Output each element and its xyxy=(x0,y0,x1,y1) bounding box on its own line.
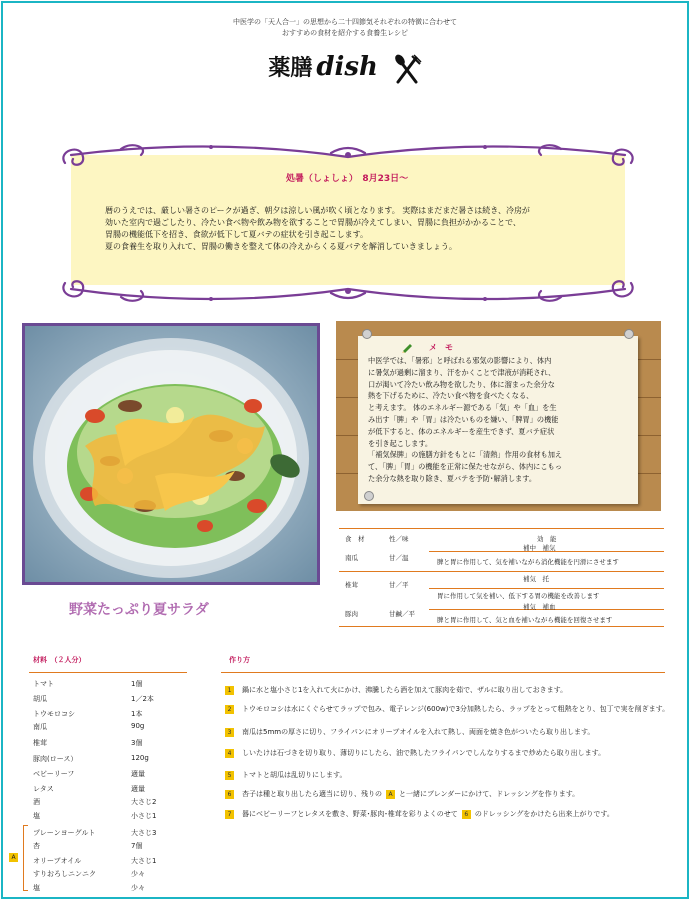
step-text: と一緒にブレンダーにかけて、ドレッシングを作ります。 xyxy=(399,790,580,798)
step-number: 3 xyxy=(225,728,234,737)
header-nature: 性／味 xyxy=(389,535,409,543)
material-name: ベビーリーフ xyxy=(33,770,75,778)
materials-rule xyxy=(29,672,187,673)
food-name: 椎茸 xyxy=(345,581,358,589)
memo-line: 「補気保脾」の施膳方針をもとに「清熱」作用の食材も加え xyxy=(368,450,563,460)
food-name: 南瓜 xyxy=(345,554,358,562)
material-name: オリーブオイル xyxy=(33,857,82,865)
group-badge: A xyxy=(9,853,18,862)
logo-kanji: 薬膳 xyxy=(268,56,313,81)
material-name: 杏 xyxy=(33,842,40,850)
memo-line: が低下すると、体のエネルギーを産生できず、夏バテ症状 xyxy=(368,426,555,436)
step-row xyxy=(225,809,614,819)
effect-desc: 胃に作用して気を補い、低下する胃の機能を改善します xyxy=(437,592,600,600)
pin-icon xyxy=(364,491,374,501)
material-row xyxy=(33,709,143,719)
header-effect: 効 能 xyxy=(537,535,557,543)
material-name: プレーンヨーグルト xyxy=(33,829,96,837)
step-number: 4 xyxy=(225,749,234,758)
header-food: 食 材 xyxy=(345,535,365,543)
material-name: 塩 xyxy=(33,812,40,820)
food-nature: 甘鹹／平 xyxy=(389,610,415,618)
banner-line: 暦のうえでは、厳しい暑さのピークが過ぎ、朝夕は涼しい風が吹く頃となります。 実際はまだまだ暑さは続き、冷房が xyxy=(105,206,530,215)
salad-illustration xyxy=(25,326,317,582)
material-row xyxy=(33,722,145,732)
memo-line: を引き起こします。 xyxy=(368,438,433,448)
material-amount: 小さじ1 xyxy=(131,812,157,820)
memo-line: と考えます。 体のエネルギー源である「気」や「血」を生 xyxy=(368,403,557,413)
group-bracket xyxy=(23,825,28,891)
material-amount: 少々 xyxy=(131,884,145,892)
material-row xyxy=(33,869,145,879)
material-amount: 適量 xyxy=(131,785,145,793)
material-amount: 適量 xyxy=(131,770,145,778)
material-name: 塩 xyxy=(33,884,40,892)
food-name: 豚肉 xyxy=(345,610,358,618)
material-row xyxy=(33,784,145,794)
material-name: トマト xyxy=(33,680,54,688)
material-row xyxy=(33,856,157,866)
step-row xyxy=(225,727,594,737)
material-amount: 1本 xyxy=(131,710,143,718)
logo xyxy=(3,51,687,84)
table-rule xyxy=(429,588,664,589)
step-text: トウモロコシは水にくぐらせてラップで包み、電子レンジ(600w)で3分加熱したら、ラップをとって粗熱をとり、包丁で実を削ぎます。 xyxy=(242,705,670,713)
fork-knife-icon xyxy=(392,54,422,84)
banner-line: 胃腸の機能低下を招き、食欲が低下して夏バテの症状を引き起こします。 xyxy=(105,230,369,239)
memo-line: 口が渇いて冷たい飲み物を欲したり、体に溜まった余分な xyxy=(368,379,555,389)
effect-tag: 補気 補血 xyxy=(523,603,556,611)
step-text: 杏子は種と取り出したら適当に切り、残りの xyxy=(242,790,382,798)
table-rule xyxy=(339,626,664,627)
intro-line: おすすめの食材を紹介する食養生レシピ xyxy=(282,29,408,37)
banner-line: 夏の食養生を取り入れて、胃腸の働きを整えて体の冷えからくる夏バテを解消していきましょう。 xyxy=(105,242,457,251)
step-ref: A xyxy=(386,790,395,799)
recipe-page xyxy=(1,1,689,899)
effect-desc: 脾と胃に作用して、気を補いながら消化機能を円滑にさせます xyxy=(437,558,619,566)
material-amount: 1／2本 xyxy=(131,695,154,703)
material-amount: 90g xyxy=(131,722,145,730)
steps-heading: 作り方 xyxy=(229,656,250,664)
dish-title: 野菜たっぷり夏サラダ xyxy=(69,602,209,618)
step-number: 6 xyxy=(225,790,234,799)
memo-text xyxy=(368,355,562,485)
material-amount: 120g xyxy=(131,754,149,762)
step-row xyxy=(225,748,605,758)
material-row xyxy=(33,828,157,838)
step-row xyxy=(225,685,567,695)
step-row xyxy=(225,770,346,780)
pin-icon xyxy=(624,329,634,339)
step-text: しいたけは石づきを切り取り、薄切りにしたら、油で熱したフライパンでしんなりするまで炒めたら取り出します。 xyxy=(242,749,606,757)
material-amount: 大さじ1 xyxy=(131,857,157,865)
material-name: 胡瓜 xyxy=(33,695,47,703)
step-number: 7 xyxy=(225,810,234,819)
material-amount: 大さじ2 xyxy=(131,798,157,806)
memo-line: み出す「脾」や「胃」は冷たいものを嫌い、「脾胃」の機能 xyxy=(368,414,559,424)
material-name: 南瓜 xyxy=(33,723,47,731)
step-row xyxy=(225,789,579,799)
material-row xyxy=(33,883,145,893)
memo-heading: メ モ xyxy=(429,343,453,352)
food-nature: 甘／平 xyxy=(389,581,409,589)
memo-line: 熱を下げるために、冷たい食べ物を食べたくなる、 xyxy=(368,391,534,401)
salad-photo xyxy=(22,323,320,585)
material-amount: 大さじ3 xyxy=(131,829,157,837)
material-name: トウモロコシ xyxy=(33,710,75,718)
effect-tag: 補中 補気 xyxy=(523,544,556,552)
material-row xyxy=(33,797,157,807)
step-number: 5 xyxy=(225,771,234,780)
step-ref: 6 xyxy=(462,810,471,819)
material-row xyxy=(33,738,143,748)
memo-line: に暑気が過剰に溜まり、汗をかくことで津液が消耗され、 xyxy=(368,367,556,377)
memo-line: 中医学では、「暑邪」と呼ばれる邪気の影響により、体内 xyxy=(368,356,552,365)
banner-text xyxy=(105,205,605,253)
pencil-icon xyxy=(401,341,413,353)
effect-desc: 脾と胃に作用して、気と血を補いながら機能を回復させます xyxy=(437,616,613,624)
food-nature: 甘／温 xyxy=(389,554,409,562)
intro-text xyxy=(3,17,687,39)
step-text: トマトと胡瓜は乱切りにします。 xyxy=(242,771,347,779)
material-name: 酒 xyxy=(33,798,40,806)
material-amount: 1個 xyxy=(131,680,143,688)
material-row xyxy=(33,811,157,821)
step-text: 鍋に水と塩小さじ1を入れて火にかけ、沸騰したら酒を加えて豚肉を茹で、ザルに取り出しておきます。 xyxy=(242,686,568,694)
pin-icon xyxy=(362,329,372,339)
banner-title: 処暑（しょしょ） 8月23日～ xyxy=(285,174,409,184)
material-row xyxy=(33,679,143,689)
memo-line: て、「脾」「胃」の機能を正常に保たせながら、体内にこもっ xyxy=(368,462,562,472)
material-row xyxy=(33,754,149,764)
material-name: すりおろしニンニク xyxy=(33,870,96,878)
banner-line: 効いた室内で過ごしたり、冷たい食べ物や飲み物を欲することで胃腸が冷えてしまい、胃腸に負担がかかることで、 xyxy=(105,218,521,227)
material-row xyxy=(33,841,143,851)
step-text: 器にベビーリーフとレタスを敷き、野菜･豚肉･椎茸を彩りよくのせて xyxy=(242,810,458,818)
material-amount: 少々 xyxy=(131,870,145,878)
table-rule xyxy=(339,571,664,572)
material-amount: 7個 xyxy=(131,842,143,850)
material-name: 椎茸 xyxy=(33,739,47,747)
step-row xyxy=(225,704,669,714)
material-name: レタス xyxy=(33,785,54,793)
memo-line: た余分な熱を取り除き、夏バテを予防･解消します。 xyxy=(368,473,537,483)
materials-heading: 材料 （２人分） xyxy=(33,656,86,664)
table-rule xyxy=(339,528,664,529)
step-text: 南瓜は5mmの厚さに切り、フライパンにオリーブオイルを入れて熱し、両面を焼き色がついたら取り出します。 xyxy=(242,728,595,736)
steps-rule xyxy=(221,672,665,673)
intro-line: 中医学の「天人合一」の思想から二十四節気それぞれの特徴に合わせて xyxy=(233,18,457,26)
material-row xyxy=(33,694,154,704)
logo-latin: dish xyxy=(316,52,378,82)
effect-tag: 補気 托 xyxy=(523,575,549,583)
material-name: 豚肉(ロース） xyxy=(33,755,78,763)
material-row xyxy=(33,769,145,779)
step-number: 1 xyxy=(225,686,234,695)
step-number: 2 xyxy=(225,705,234,714)
material-amount: 3個 xyxy=(131,739,143,747)
step-text: のドレッシングをかけたら出来上がりです。 xyxy=(474,810,614,818)
